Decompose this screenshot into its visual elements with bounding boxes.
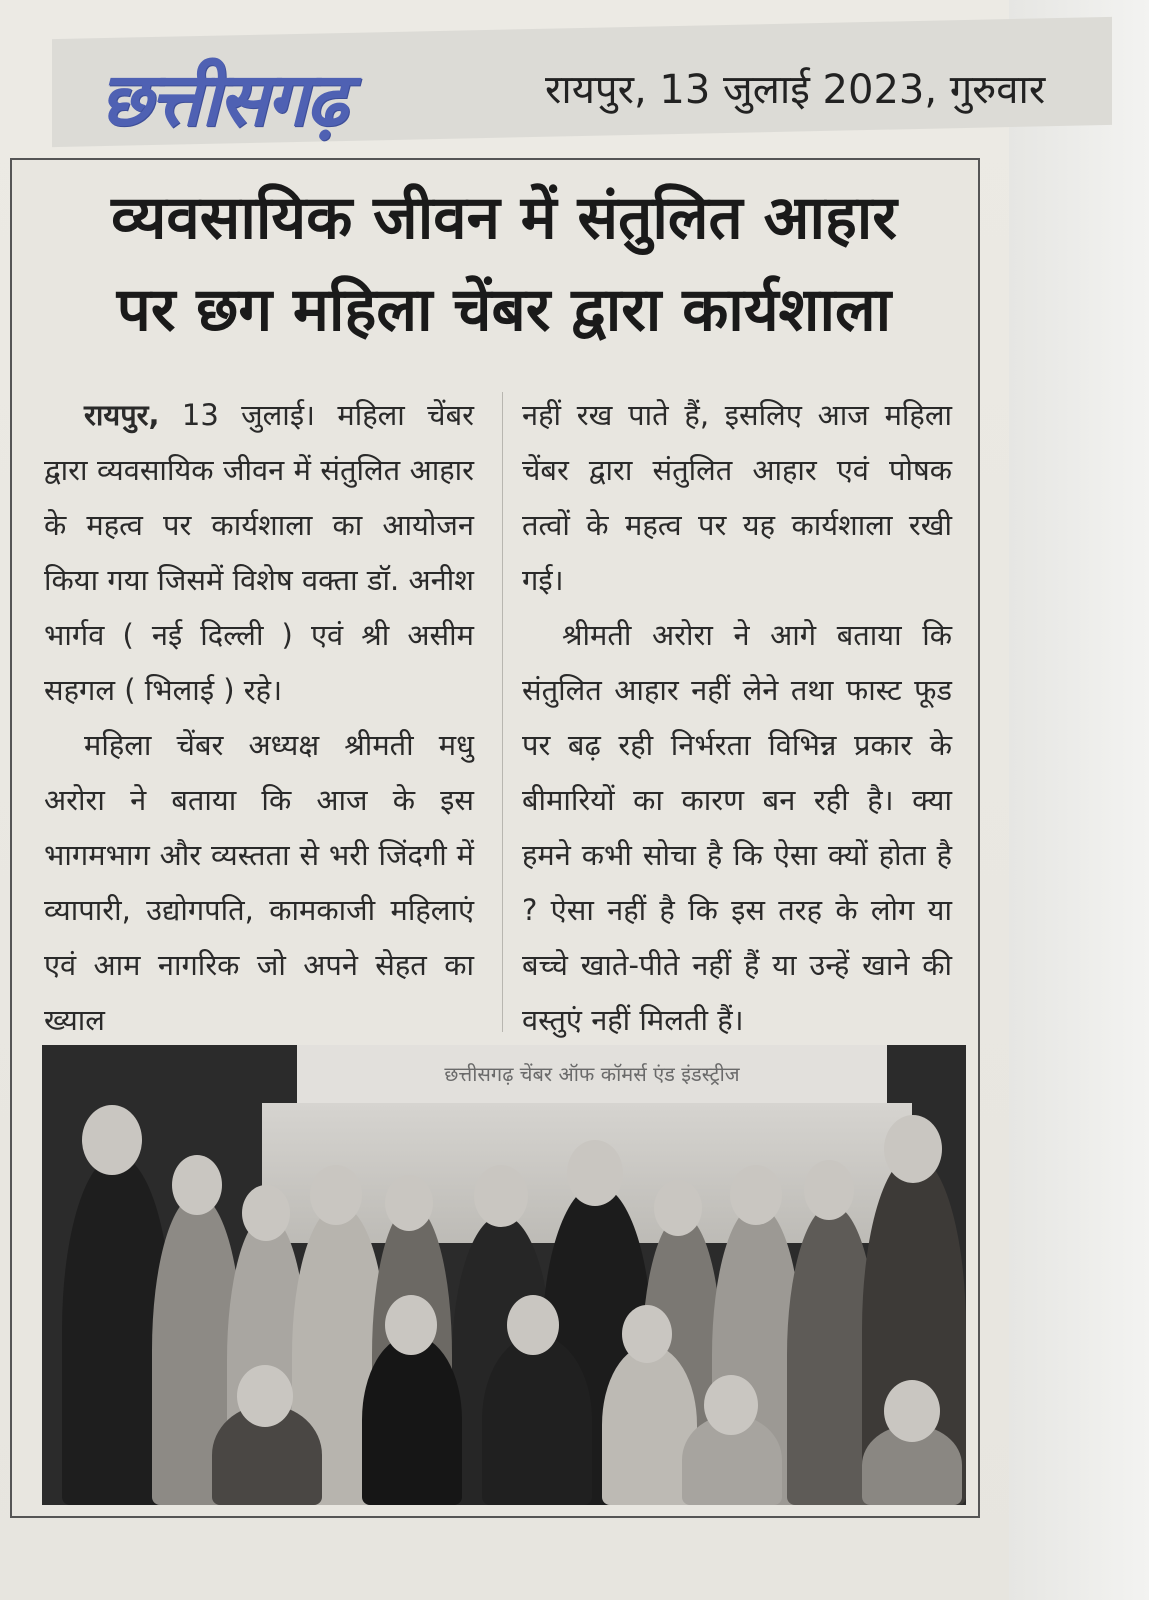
person-face [172, 1155, 222, 1215]
newspaper-name: छत्तीसगढ़ [100, 57, 346, 143]
person-face [704, 1375, 758, 1435]
person-face [567, 1140, 623, 1206]
article-column-left [44, 388, 474, 1048]
paragraph-1-text: 13 जुलाई। महिला चेंबर द्वारा व्यवसायिक जीवन में संतुलित आहार के महत्व पर कार्यशाला का आयोजन किया गया जिसमें विशेष वक्ता डॉ. अनीश भार्गव ( नई दिल्ली ) एवं श्री असीम सहगल ( भिलाई ) रहे। [44, 398, 474, 707]
article-paragraph-4: श्रीमती अरोरा ने आगे बताया कि संतुलित आहार नहीं लेने तथा फास्ट फूड पर बढ़ रही निर्भरता विभिन्न प्रकार के बीमारियों का कारण बन रही है। क्या हमने कभी सोचा है कि ऐसा क्यों होता है ? ऐसा नहीं है कि इस तरह के लोग या बच्चे खाते-पीते नहीं हैं या उन्हें खाने की वस्तुएं नहीं मिलती हैं। [522, 618, 952, 1037]
person-face [730, 1165, 782, 1225]
person-face [884, 1115, 942, 1183]
person-face [804, 1160, 854, 1220]
article-paragraph-1 [44, 388, 474, 718]
person-face [474, 1165, 528, 1227]
headline-line-1: व्यवसायिक जीवन में संतुलित आहार [111, 183, 897, 253]
photo-banner: छत्तीसगढ़ चेंबर ऑफ कॉमर्स एंड इंडस्ट्रीज [297, 1045, 887, 1103]
article-box [10, 158, 980, 1518]
person-face [385, 1175, 433, 1231]
group-photo [42, 1045, 966, 1505]
person-face [242, 1185, 290, 1241]
city-dateline: रायपुर, [84, 398, 160, 432]
person-face [507, 1295, 559, 1355]
person-face [82, 1105, 142, 1175]
headline-line-2: पर छग महिला चेंबर द्वारा कार्यशाला [116, 275, 892, 345]
person-face [622, 1305, 672, 1363]
article-headline [44, 172, 964, 356]
article-paragraph-2: महिला चेंबर अध्यक्ष श्रीमती मधु अरोरा ने बताया कि आज के इस भागमभाग और व्यस्तता से भरी जिंदगी में व्यापारी, उद्योगपति, कामकाजी महिलाएं एवं आम नागरिक जो अपने सेहत का ख्याल [44, 728, 474, 1037]
person-face [237, 1365, 293, 1427]
person-figure [482, 1335, 592, 1505]
article-column-right [522, 388, 952, 1048]
person-figure [362, 1335, 462, 1505]
person-face [385, 1295, 437, 1355]
person-face [654, 1180, 702, 1236]
person-face [310, 1165, 362, 1225]
dateline: रायपुर, 13 जुलाई 2023, गुरुवार [545, 67, 1046, 113]
column-divider [502, 392, 503, 1032]
page-margin [1009, 0, 1149, 1600]
person-face [884, 1380, 940, 1442]
article-paragraph-3: नहीं रख पाते हैं, इसलिए आज महिला चेंबर द्वारा संतुलित आहार एवं पोषक तत्वों के महत्व पर यह कार्यशाला रखी गई। [522, 398, 952, 597]
